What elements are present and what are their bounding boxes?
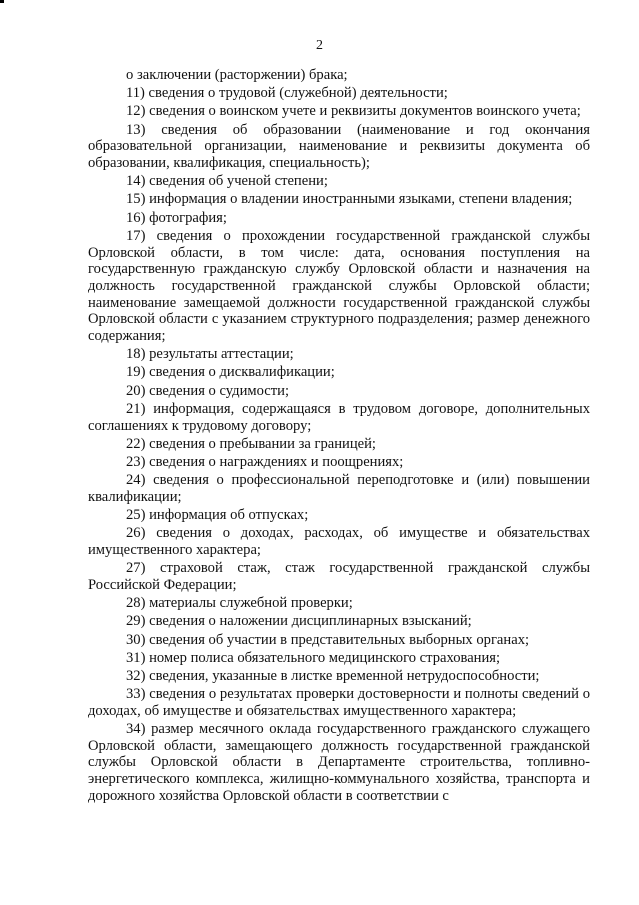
list-item: 22) сведения о пребывании за границей;	[126, 435, 376, 452]
list-item: 16) фотография;	[126, 209, 227, 226]
list-item: 34) размер месячного оклада государственного гражданского служащего Орловской области, замещающего должность государственной гражданской службы Орловской области в Департаменте строительства, топливно-энергетического комплекса, жилищно-коммунального хозяйства, транспорта и дорожного хозяйства Орловской области в соответствии с	[88, 721, 590, 804]
list-item: 18) результаты аттестации;	[126, 346, 294, 363]
list-item: 12) сведения о воинском учете и реквизиты документов воинского учета;	[126, 103, 581, 120]
list-item: 21) информация, содержащаяся в трудовом договоре, дополнительных соглашениях к трудовому договору;	[88, 400, 590, 434]
list-item: 14) сведения об ученой степени;	[126, 173, 328, 190]
list-item: 33) сведения о результатах проверки достоверности и полноты сведений о доходах, об имуществе и обязательствах имущественного характера;	[88, 686, 590, 719]
list-item: 11) сведения о трудовой (служебной) деятельности;	[126, 85, 448, 102]
list-item: 24) сведения о профессиональной переподготовке и (или) повышении квалификации;	[88, 472, 590, 505]
page-number: 2	[316, 38, 323, 53]
list-item: 23) сведения о награждениях и поощрениях;	[126, 453, 404, 470]
list-item: 15) информация о владении иностранными языками, степени владения;	[126, 191, 573, 208]
list-item: 28) материалы служебной проверки;	[126, 595, 353, 612]
list-item: 32) сведения, указанные в листке временной нетрудоспособности;	[126, 667, 540, 684]
list-item: 19) сведения о дисквалификации;	[126, 364, 335, 381]
list-item: 27) страховой стаж, стаж государственной гражданской службы Российской Федерации;	[88, 560, 590, 593]
list-item: 26) сведения о доходах, расходах, об имуществе и обязательствах имущественного характера;	[88, 525, 590, 558]
list-item: 17) сведения о прохождении государственной гражданской службы Орловской области, в том числе: дата, основания поступления на государственную гражданскую службу Орловской области и назначения на должность государственной гражданской службы Орловской области; наименование замещаемой должности государственной гражданской службы Орловской области с указанием структурного подразделения; размер денежного содержания;	[88, 227, 590, 345]
list-item: 31) номер полиса обязательного медицинского страхования;	[126, 649, 501, 666]
document-body	[88, 67, 590, 806]
list-item: 30) сведения об участии в представительных выборных органах;	[126, 631, 530, 648]
list-item: 13) сведения об образовании (наименование и год окончания образовательной организации, наименование и реквизиты документа об образовании, квалификация, специальность);	[88, 121, 590, 172]
list-item: 20) сведения о судимости;	[126, 382, 290, 399]
list-item: 29) сведения о наложении дисциплинарных взысканий;	[126, 613, 472, 630]
list-item: 25) информация об отпусках;	[126, 507, 309, 524]
scan-corner-mark	[0, 0, 4, 3]
list-item: о заключении (расторжении) брака;	[126, 67, 348, 83]
